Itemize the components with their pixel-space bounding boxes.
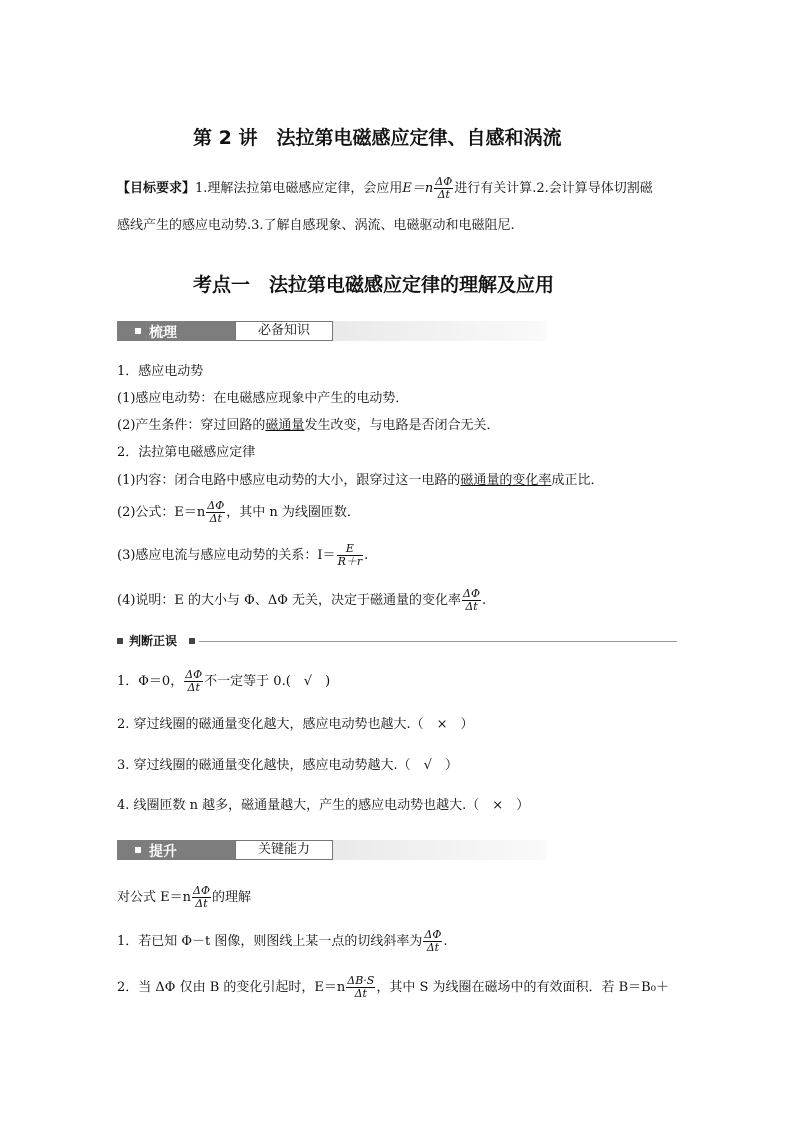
divider	[199, 641, 677, 642]
judge-label: 判断正误	[129, 634, 178, 648]
page-title: 第 2 讲 法拉第电磁感应定律、自感和涡流	[193, 127, 562, 149]
knowledge-line-4: 2．法拉第电磁感应定律	[117, 445, 256, 460]
section-bar-review	[117, 321, 547, 341]
goals-line-1	[117, 176, 653, 201]
goals-line-2: 感线产生的感应电动势.3.了解自感现象、涡流、电磁驱动和电磁阻尼.	[117, 218, 515, 233]
knowledge-line-1: 1．感应电动势	[117, 364, 204, 379]
goals-text-a: 1.理解法拉第电磁感应定律，会应用	[195, 181, 403, 196]
judge-item-4: 4. 线圈匝数 n 越多，磁通量越大，产生的感应电动势也越大.（ × ）	[117, 798, 530, 813]
square-icon	[189, 638, 195, 644]
bar-box-label: 必备知识	[257, 323, 310, 338]
knowledge-line-8: (4)说明：E 的大小与 Φ、ΔΦ 无关，决定于磁通量的变化率 $\frac{\Delta\Phi}{\Delta t}$ .	[117, 587, 487, 613]
knowledge-line-2: (1)感应电动势：在电磁感应现象中产生的电动势．	[117, 391, 409, 406]
ability-line-1: 对公式 E＝n $\frac{\Delta\Phi}{\Delta t}$ 的理解	[117, 884, 251, 910]
square-icon	[135, 328, 141, 334]
judge-item-3: 3. 穿过线圈的磁通量变化越快，感应电动势越大.（ √ ）	[117, 758, 458, 773]
section-bar-ability	[117, 840, 547, 860]
knowledge-line-5: (1)内容：闭合电路中感应电动势的大小，跟穿过这一电路的磁通量的变化率成正比．	[117, 473, 604, 488]
judge-item-2: 2. 穿过线圈的磁通量变化越大，感应电动势也越大.（ × ）	[117, 717, 474, 732]
ability-line-3: 2．当 ΔΦ 仅由 B 的变化引起时，E＝n $\frac{\Delta B\cdot S}{\Delta t}$ ，其中 S 为线圈在磁场中的有效面积．若 B＝B₀＋	[117, 974, 669, 1000]
goals-fraction: $\frac{\Delta\Phi}{\Delta t}$	[435, 175, 453, 201]
knowledge-line-3: (2)产生条件：穿过回路的磁通量发生改变，与电路是否闭合无关．	[117, 418, 500, 433]
judge-item-1: 1．Φ＝0， $\frac{\Delta\Phi}{\Delta t}$ 不一定等于 0.( √ )	[117, 668, 331, 694]
bar-dark-label: 提升	[149, 844, 177, 860]
goals-formula: E＝n	[402, 181, 434, 196]
knowledge-line-6: (2)公式：E＝n $\frac{\Delta\Phi}{\Delta t}$ ，其中 n 为线圈匝数．	[117, 499, 360, 525]
goals-text-b: 进行有关计算.2.会计算导体切割磁	[454, 181, 653, 196]
section-title: 考点一 法拉第电磁感应定律的理解及应用	[193, 274, 555, 296]
goals-label: 【目标要求】	[117, 181, 196, 196]
square-icon	[117, 638, 123, 644]
judge-heading	[117, 633, 677, 649]
bar-dark-label: 梳理	[149, 325, 177, 341]
square-icon	[135, 847, 141, 853]
ability-line-2: 1．若已知 Φ－t 图像，则图线上某一点的切线斜率为 $\frac{\Delta\Phi}{\Delta t}$ .	[117, 928, 448, 954]
knowledge-line-7: (3)感应电流与感应电动势的关系：I＝ $\frac{E}{R+r}$ .	[117, 542, 369, 568]
bar-box-label: 关键能力	[257, 842, 310, 857]
